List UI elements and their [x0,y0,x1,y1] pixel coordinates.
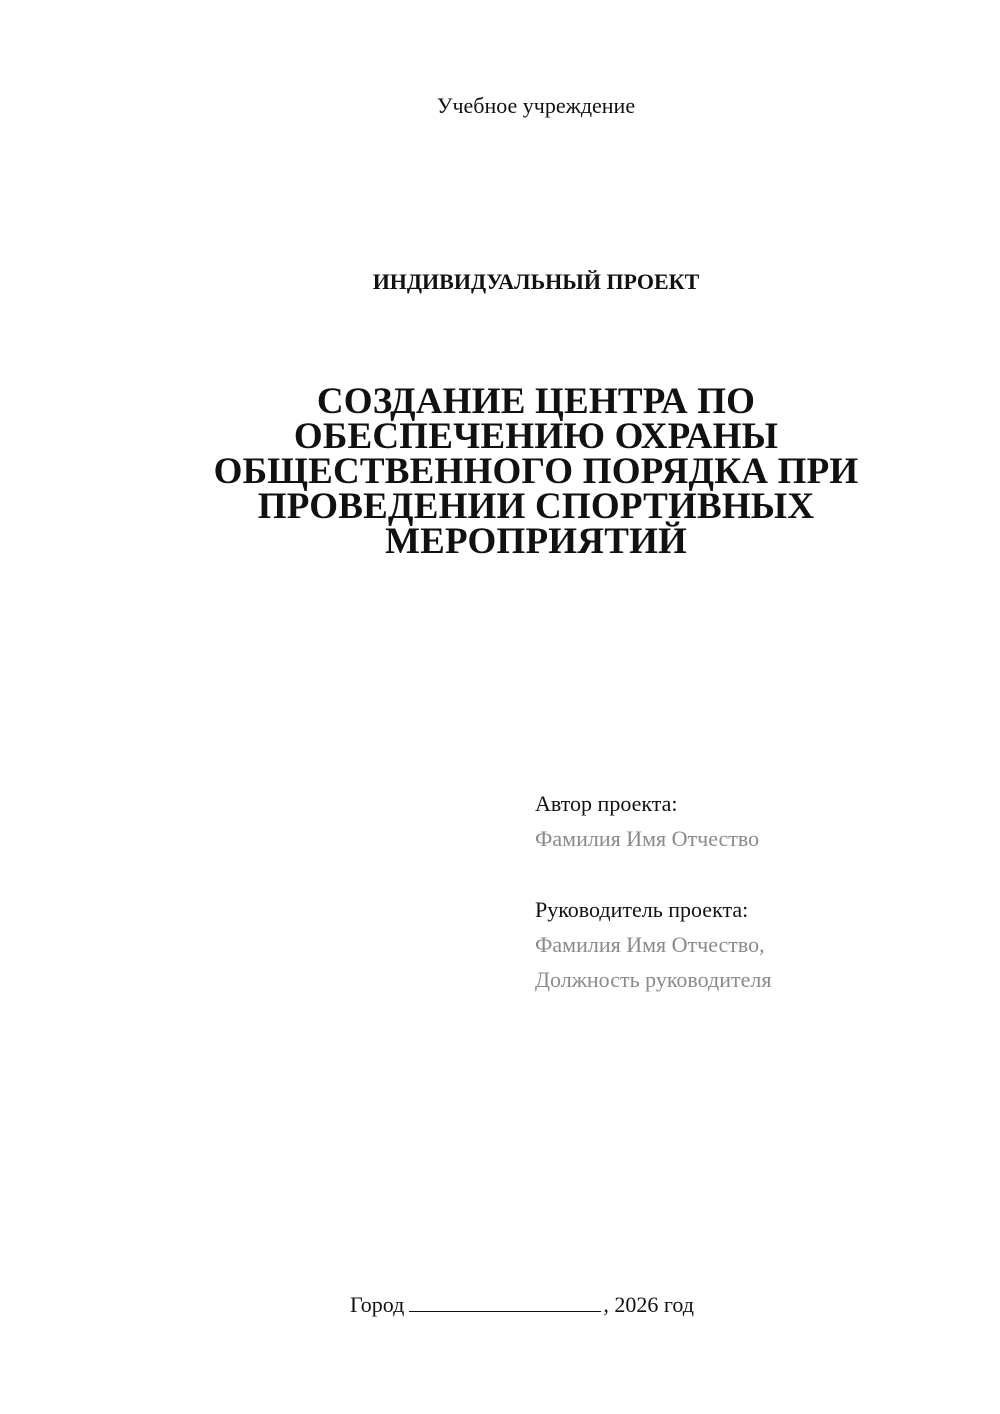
project-title-line: ОБЩЕСТВЕННОГО ПОРЯДКА ПРИ [213,451,859,492]
author-label: Автор проекта: [535,791,678,816]
city-blank-line [409,1291,601,1312]
project-title-line: МЕРОПРИЯТИЙ [384,521,688,562]
supervisor-position-placeholder: Должность руководителя [535,967,772,992]
author-block [535,786,975,856]
project-title-line: ПРОВЕДЕНИИ СПОРТИВНЫХ [257,486,815,527]
project-title [0,381,1000,562]
project-title-line: ОБЕСПЕЧЕНИЮ ОХРАНЫ [293,416,779,457]
city-year-line [350,1290,750,1320]
supervisor-label: Руководитель проекта: [535,897,749,922]
document-type: ИНДИВИДУАЛЬНЫЙ ПРОЕКТ [372,269,700,294]
project-title-line: СОЗДАНИЕ ЦЕНТРА ПО [316,381,756,422]
year-text: , 2026 год [603,1292,694,1317]
supervisor-name-placeholder: Фамилия Имя Отчество, [535,932,765,957]
author-name-placeholder: Фамилия Имя Отчество [535,826,760,851]
city-label: Город [350,1292,405,1317]
institution-name: Учебное учреждение [436,93,636,118]
supervisor-block [535,892,975,997]
